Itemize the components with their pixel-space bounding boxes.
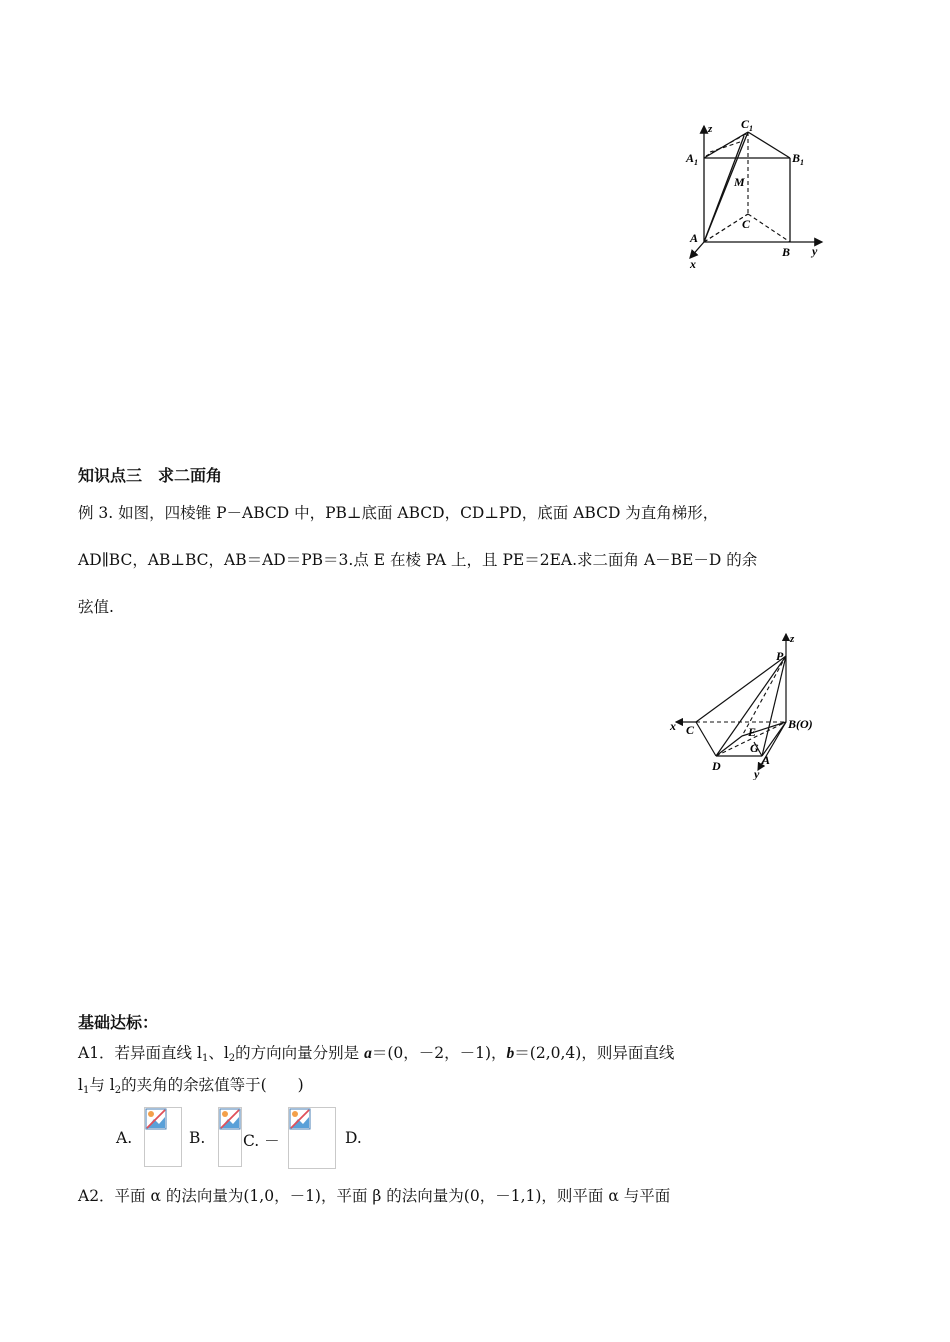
svg-text:C1 (741, 117, 753, 133)
label-a: A (690, 231, 699, 245)
label-c1: C (741, 117, 750, 131)
option-c-image-placeholder (288, 1107, 336, 1169)
label-a: A (762, 753, 771, 767)
label-x: x (690, 257, 696, 271)
option-a-label: A. (116, 1129, 133, 1147)
label-a1-sub: 1 (694, 158, 699, 167)
label-c1-sub: 1 (749, 124, 754, 133)
label-y: y (812, 244, 818, 258)
label-e: E (748, 725, 757, 739)
question-a1-line-2 (78, 1075, 304, 1101)
label-b1: B (792, 151, 801, 165)
vector-b-value: ＝(2,0,4)，则异面直线 (514, 1044, 675, 1062)
label-d: D (712, 759, 721, 773)
label-p: P (776, 649, 784, 663)
example-line-1: 例 3. 如图，四棱锥 P－ABCD 中，PB⊥底面 ABCD，CD⊥PD，底面 ABCD 为直角梯形， (78, 504, 719, 522)
prism-figure (680, 112, 830, 272)
broken-image-icon (289, 1108, 311, 1130)
option-c-label: C. － (243, 1132, 280, 1150)
question-a2: A2．平面 α 的法向量为(1,0，－1)，平面 β 的法向量为(0，－1,1)，则平面 α 与平面 (78, 1187, 671, 1205)
option-d-label: D. (345, 1129, 362, 1147)
option-b-image-placeholder (218, 1107, 242, 1167)
a1-pre: A1．若异面直线 l (78, 1044, 202, 1062)
label-c: C (686, 723, 695, 737)
option-a-image-placeholder (144, 1107, 182, 1167)
example-line-3: 弦值. (78, 598, 114, 616)
label-g: G (750, 741, 759, 755)
label-y: y (754, 767, 760, 780)
option-b-label: B. (189, 1129, 206, 1147)
basic-title: 基础达标： (78, 1013, 159, 1032)
vector-a-value: ＝(0，－2，－1)， (371, 1044, 507, 1062)
label-x: x (670, 719, 676, 733)
a1-l2-sub-2: 2 (114, 1085, 122, 1096)
a1-sub-2: 2 (228, 1053, 236, 1064)
label-c: C (742, 217, 751, 231)
a1-sub-1: 1 (201, 1053, 209, 1064)
a1-mid-2: 的方向向量分别是 (235, 1044, 365, 1062)
pyramid-figure (666, 630, 830, 780)
label-b: B (782, 245, 791, 259)
vector-a: a (364, 1045, 372, 1062)
svg-text:A1 (685, 151, 698, 167)
broken-image-icon (219, 1108, 241, 1130)
a1-l2-mid: 与 l (89, 1076, 115, 1094)
label-b1-sub: 1 (800, 158, 805, 167)
label-a1: A (686, 151, 695, 165)
label-bo: B(O) (788, 717, 813, 731)
label-z: z (790, 633, 795, 645)
svg-text:B1 (791, 151, 804, 167)
vector-b: b (506, 1045, 515, 1062)
label-m: M (734, 175, 745, 189)
section-title: 知识点三 求二面角 (78, 466, 223, 485)
example-line-2: AD∥BC，AB⊥BC，AB＝AD＝PB＝3.点 E 在棱 PA 上，且 PE＝2EA.求二面角 A－BE－D 的余 (78, 551, 758, 569)
a1-mid-1: 、l (208, 1044, 229, 1062)
question-a1-line-1 (78, 1043, 674, 1069)
a1-l2-sub-1: 1 (82, 1085, 90, 1096)
broken-image-icon (145, 1108, 167, 1130)
label-z: z (708, 123, 713, 135)
a1-l2-post: 的夹角的余弦值等于( ) (121, 1076, 304, 1094)
a1-l2-pre: l (78, 1076, 83, 1094)
